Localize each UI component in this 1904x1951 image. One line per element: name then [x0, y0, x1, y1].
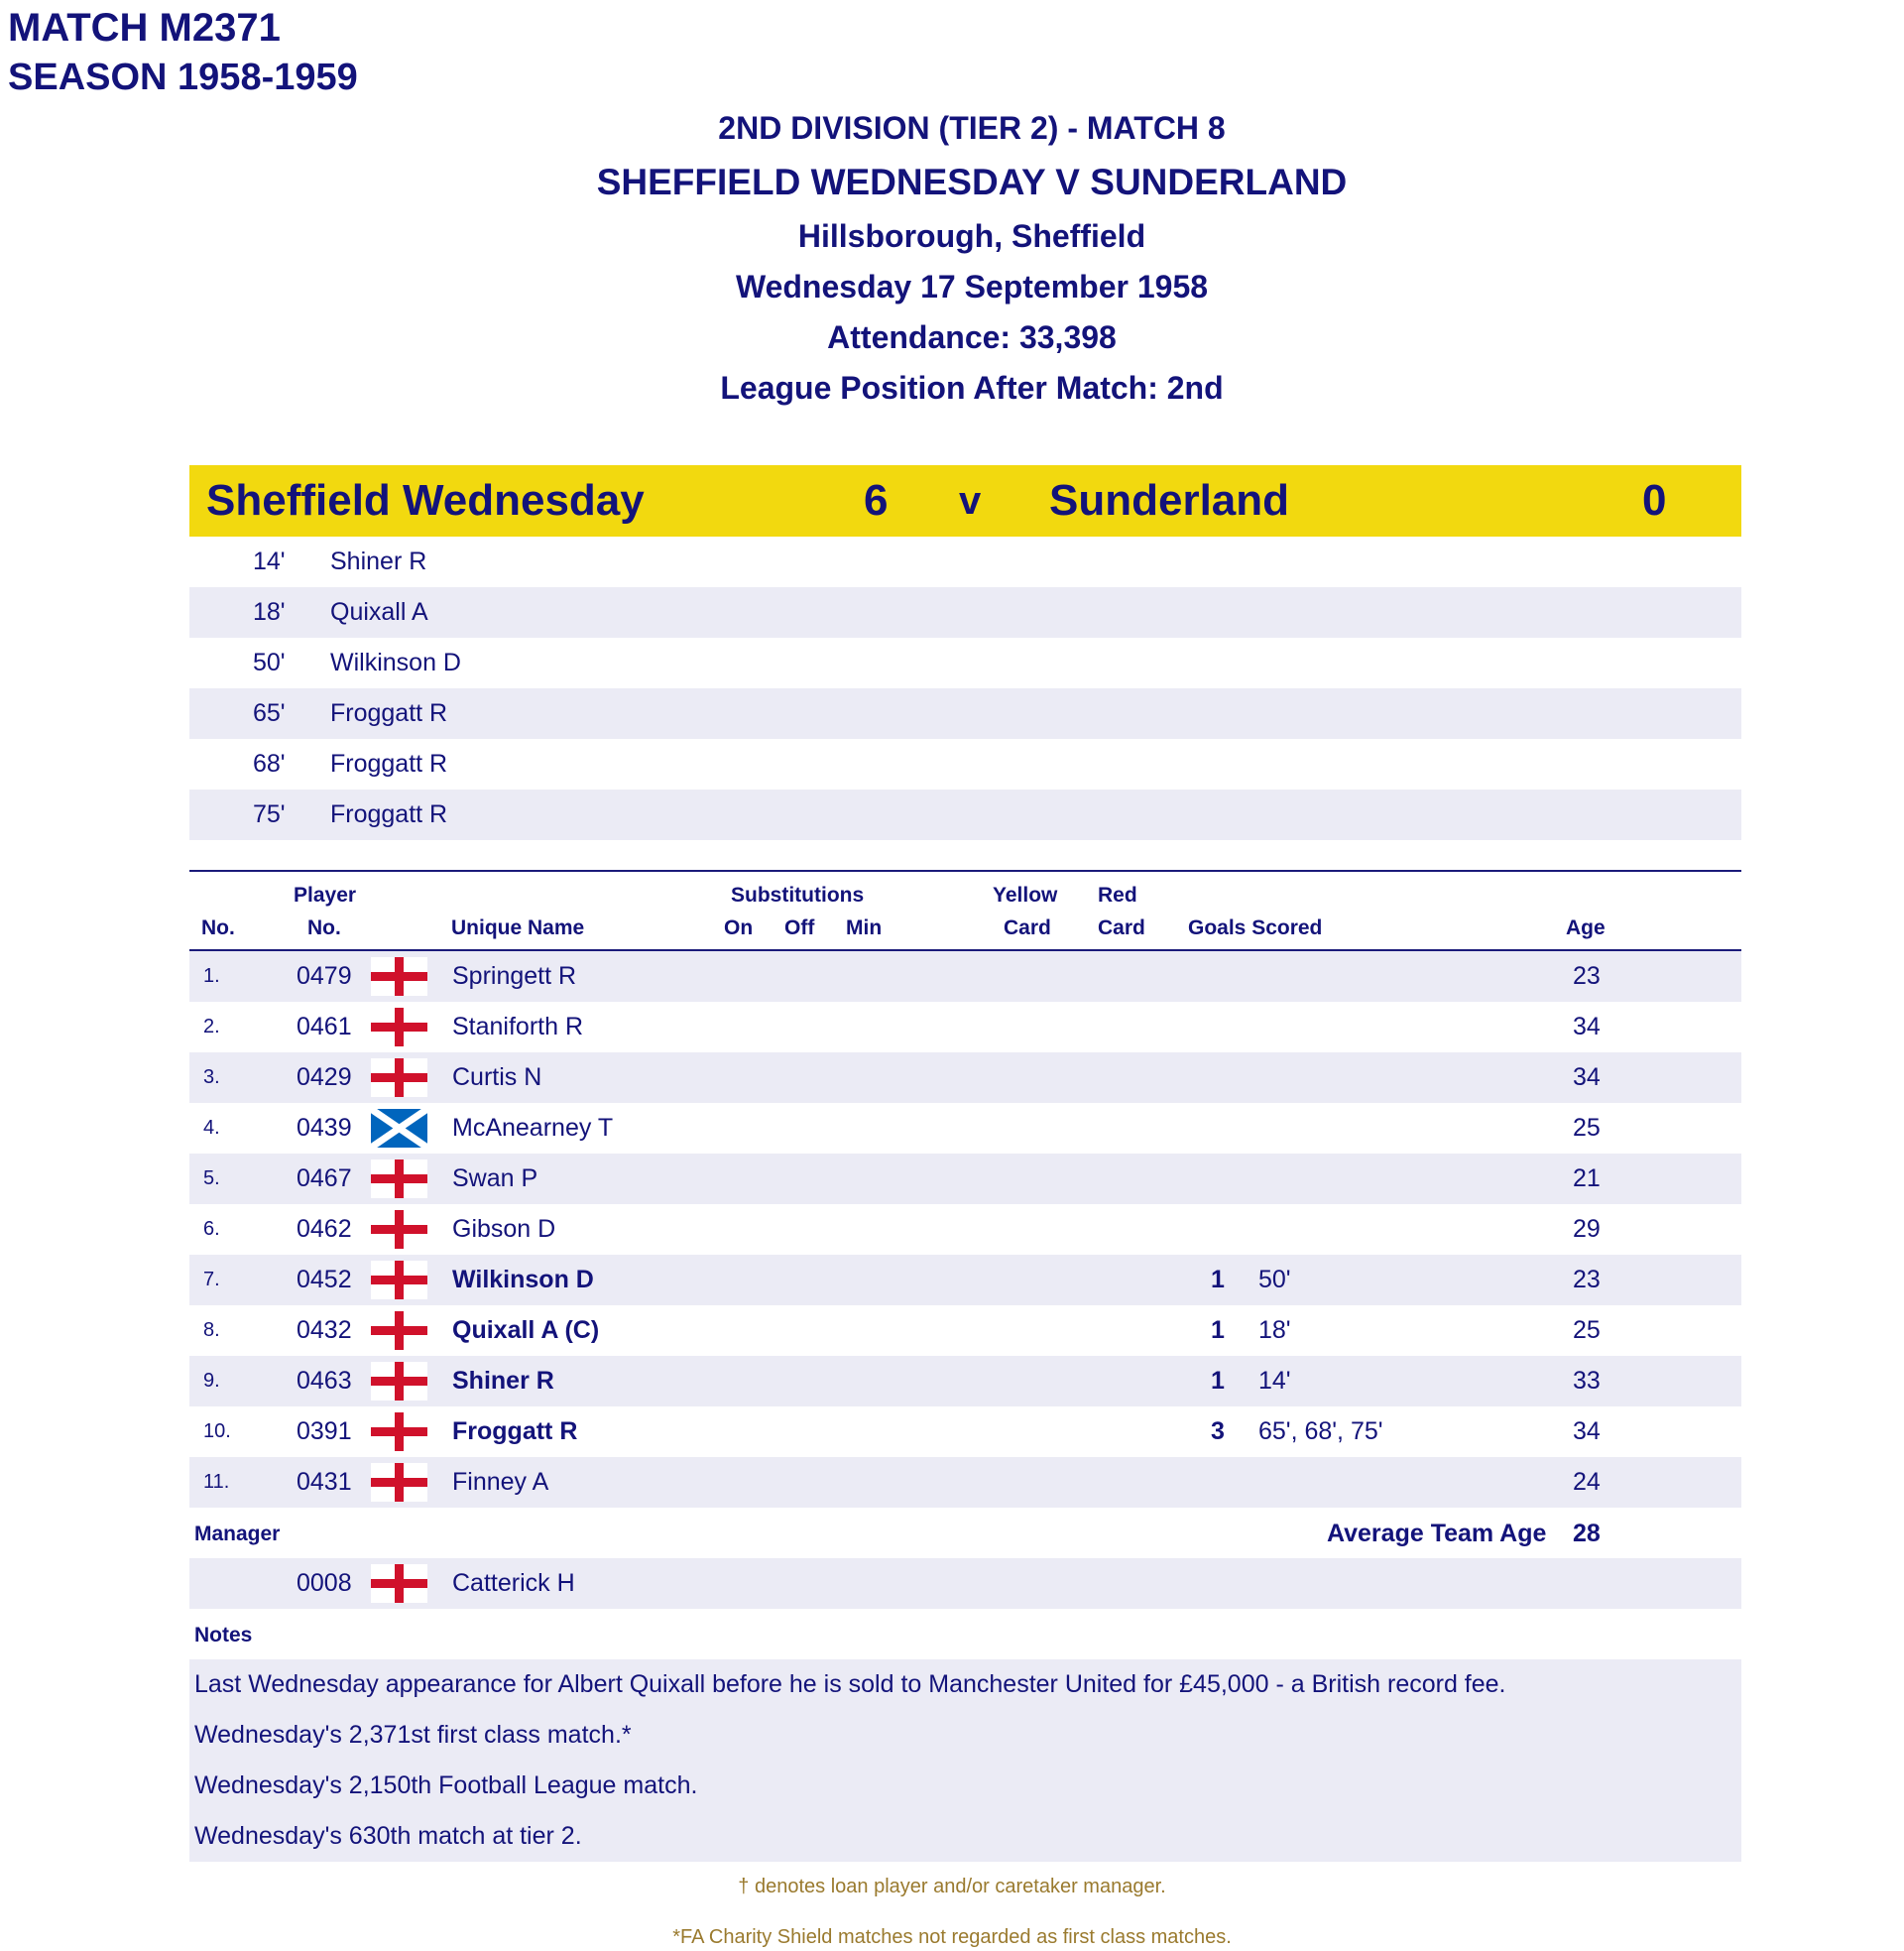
match-id: MATCH M2371	[8, 6, 281, 50]
table-top-rule	[189, 870, 1741, 872]
player-age: 23	[1573, 1266, 1601, 1293]
england-flag-icon	[371, 1564, 427, 1603]
player-row	[189, 1356, 1741, 1406]
player-number: 0439	[297, 1114, 352, 1142]
header-sub-on: On	[724, 916, 754, 939]
versus-label: v	[959, 479, 982, 523]
note-text: Wednesday's 2,150th Football League match.	[194, 1771, 698, 1799]
row-number: 9.	[203, 1370, 220, 1392]
manager-name: Catterick H	[452, 1569, 575, 1597]
player-number: 0429	[297, 1063, 352, 1091]
goal-row	[189, 688, 1741, 739]
season-title: SEASON 1958-1959	[8, 57, 358, 98]
player-age: 25	[1573, 1316, 1601, 1344]
player-number: 0391	[297, 1417, 352, 1445]
player-row	[189, 1457, 1741, 1508]
header-yellow-top: Yellow	[993, 884, 1058, 907]
notes-label: Notes	[194, 1624, 253, 1646]
row-number: 8.	[203, 1319, 220, 1341]
goal-count: 1	[1211, 1316, 1225, 1344]
goal-row	[189, 739, 1741, 790]
player-row	[189, 1406, 1741, 1457]
player-row	[189, 1002, 1741, 1052]
player-row	[189, 1103, 1741, 1154]
row-number: 6.	[203, 1218, 220, 1240]
player-number: 0479	[297, 962, 352, 990]
header-sub-off: Off	[784, 916, 815, 939]
player-age: 23	[1573, 962, 1601, 990]
note-text: Wednesday's 2,371st first class match.*	[194, 1721, 632, 1749]
goal-times: 65', 68', 75'	[1258, 1417, 1383, 1445]
goal-minute: 14'	[253, 548, 286, 575]
england-flag-icon	[371, 1463, 427, 1502]
score-bar	[189, 465, 1741, 537]
row-number: 7.	[203, 1269, 220, 1290]
player-number: 0461	[297, 1013, 352, 1040]
england-flag-icon	[371, 1008, 427, 1046]
loan-footnote: † denotes loan player and/or caretaker manager.	[738, 1876, 1166, 1897]
goal-scorer: Quixall A	[330, 598, 428, 626]
home-team: Sheffield Wednesday	[206, 476, 645, 525]
player-age: 21	[1573, 1164, 1601, 1192]
player-row	[189, 1204, 1741, 1255]
fixture-title: SHEFFIELD WEDNESDAY V SUNDERLAND	[596, 162, 1348, 202]
player-name: Quixall A (C)	[452, 1316, 600, 1344]
goal-times: 18'	[1258, 1316, 1291, 1344]
player-number: 0462	[297, 1215, 352, 1243]
row-number: 10.	[203, 1420, 231, 1442]
header-no: No.	[201, 916, 235, 939]
england-flag-icon	[371, 1058, 427, 1097]
header-red-bottom: Card	[1098, 916, 1145, 939]
england-flag-icon	[371, 1210, 427, 1249]
goal-minute: 50'	[253, 649, 286, 676]
header-sub-min: Min	[846, 916, 883, 939]
goal-minute: 75'	[253, 800, 286, 828]
player-name: Finney A	[452, 1468, 549, 1496]
player-name: McAnearney T	[452, 1114, 614, 1142]
goal-scorer: Shiner R	[330, 548, 427, 575]
player-name: Swan P	[452, 1164, 538, 1192]
england-flag-icon	[371, 1362, 427, 1401]
row-number: 3.	[203, 1066, 220, 1088]
row-number: 2.	[203, 1016, 220, 1037]
note-text: Last Wednesday appearance for Albert Quixall before he is sold to Manchester United for £45,000 - a British record fee.	[194, 1670, 1506, 1698]
note-item	[189, 1761, 1741, 1811]
goal-row	[189, 587, 1741, 638]
player-row	[189, 1255, 1741, 1305]
goal-scorer: Froggatt R	[330, 699, 448, 727]
goal-minute: 18'	[253, 598, 286, 626]
row-number: 5.	[203, 1167, 220, 1189]
goal-row	[189, 638, 1741, 688]
attendance: Attendance: 33,398	[827, 319, 1117, 355]
manager-number: 0008	[297, 1569, 352, 1597]
player-age: 33	[1573, 1367, 1601, 1395]
goal-row	[189, 537, 1741, 587]
manager-label: Manager	[194, 1523, 281, 1545]
england-flag-icon	[371, 1159, 427, 1198]
competition-title: 2ND DIVISION (TIER 2) - MATCH 8	[718, 110, 1226, 146]
player-row	[189, 951, 1741, 1002]
player-row	[189, 1305, 1741, 1356]
player-name: Wilkinson D	[452, 1266, 594, 1293]
goal-scorer: Froggatt R	[330, 800, 448, 828]
header-player-top: Player	[294, 884, 357, 907]
goal-count: 1	[1211, 1367, 1225, 1395]
away-score: 0	[1642, 476, 1667, 525]
goal-count: 1	[1211, 1266, 1225, 1293]
goal-minute: 68'	[253, 750, 286, 778]
note-item	[189, 1659, 1741, 1710]
goal-minute: 65'	[253, 699, 286, 727]
average-age-label: Average Team Age	[1327, 1520, 1547, 1547]
goal-count: 3	[1211, 1417, 1225, 1445]
player-age: 29	[1573, 1215, 1601, 1243]
league-position: League Position After Match: 2nd	[720, 370, 1224, 406]
england-flag-icon	[371, 1311, 427, 1350]
row-number: 4.	[203, 1117, 220, 1139]
player-row	[189, 1154, 1741, 1204]
manager-row	[189, 1558, 1741, 1609]
player-age: 34	[1573, 1013, 1601, 1040]
row-number: 11.	[203, 1471, 230, 1493]
scotland-flag-icon	[371, 1109, 427, 1148]
player-name: Springett R	[452, 962, 577, 990]
header-yellow-bottom: Card	[1004, 916, 1051, 939]
player-name: Froggatt R	[452, 1417, 578, 1445]
header-unique-name: Unique Name	[451, 916, 585, 939]
player-name: Shiner R	[452, 1367, 554, 1395]
player-age: 34	[1573, 1417, 1601, 1445]
away-team: Sunderland	[1049, 476, 1290, 525]
player-name: Gibson D	[452, 1215, 556, 1243]
player-number: 0452	[297, 1266, 352, 1293]
player-age: 24	[1573, 1468, 1601, 1496]
england-flag-icon	[371, 1261, 427, 1299]
venue: Hillsborough, Sheffield	[797, 218, 1146, 254]
header-substitutions: Substitutions	[731, 884, 865, 907]
player-name: Curtis N	[452, 1063, 542, 1091]
goal-times: 14'	[1258, 1367, 1291, 1395]
header-player-bottom: No.	[307, 916, 341, 939]
home-score: 6	[864, 476, 889, 525]
match-date: Wednesday 17 September 1958	[735, 269, 1209, 305]
charity-footnote: *FA Charity Shield matches not regarded as first class matches.	[672, 1926, 1232, 1948]
player-age: 34	[1573, 1063, 1601, 1091]
player-number: 0463	[297, 1367, 352, 1395]
player-name: Staniforth R	[452, 1013, 584, 1040]
goal-times: 50'	[1258, 1266, 1291, 1293]
england-flag-icon	[371, 1412, 427, 1451]
player-number: 0431	[297, 1468, 352, 1496]
england-flag-icon	[371, 957, 427, 996]
goal-row	[189, 790, 1741, 840]
player-number: 0432	[297, 1316, 352, 1344]
header-red-top: Red	[1098, 884, 1137, 907]
note-text: Wednesday's 630th match at tier 2.	[194, 1822, 582, 1850]
header-age: Age	[1566, 916, 1606, 939]
note-item	[189, 1710, 1741, 1761]
note-item	[189, 1811, 1741, 1862]
player-row	[189, 1052, 1741, 1103]
header-goals-scored: Goals Scored	[1188, 916, 1323, 939]
player-number: 0467	[297, 1164, 352, 1192]
average-age-value: 28	[1573, 1520, 1601, 1547]
player-age: 25	[1573, 1114, 1601, 1142]
goal-scorer: Froggatt R	[330, 750, 448, 778]
row-number: 1.	[203, 965, 220, 987]
goal-scorer: Wilkinson D	[330, 649, 461, 676]
